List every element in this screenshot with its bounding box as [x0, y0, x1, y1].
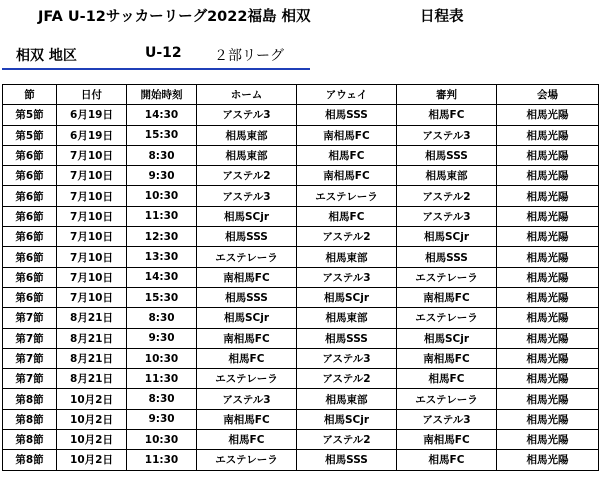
venue-cell: 相馬光陽	[497, 409, 599, 429]
home-team-cell: 南相馬FC	[197, 409, 297, 429]
referee-cell: 相馬SCjr	[397, 227, 497, 247]
table-row	[3, 389, 599, 409]
referee-cell: エステレーラ	[397, 308, 497, 328]
category-label: U-12	[145, 45, 182, 61]
start-time-cell: 8:30	[127, 145, 197, 165]
venue-cell: 相馬光陽	[497, 287, 599, 307]
round-cell: 第5節	[3, 105, 57, 125]
start-time-cell: 12:30	[127, 227, 197, 247]
table-row	[3, 308, 599, 328]
round-cell: 第8節	[3, 430, 57, 450]
start-time-cell: 11:30	[127, 450, 197, 470]
date-cell: 10月2日	[57, 409, 127, 429]
referee-cell: 南相馬FC	[397, 287, 497, 307]
date-cell: 7月10日	[57, 186, 127, 206]
away-team-cell: 相馬東部	[297, 308, 397, 328]
venue-cell: 相馬光陽	[497, 328, 599, 348]
home-team-cell: アステル3	[197, 389, 297, 409]
start-time-cell: 15:30	[127, 287, 197, 307]
table-row	[3, 348, 599, 368]
round-cell: 第7節	[3, 308, 57, 328]
column-header-date: 日付	[57, 85, 127, 105]
away-team-cell: 相馬SSS	[297, 328, 397, 348]
table-row	[3, 430, 599, 450]
round-cell: 第6節	[3, 227, 57, 247]
table-row	[3, 166, 599, 186]
round-cell: 第7節	[3, 369, 57, 389]
home-team-cell: 南相馬FC	[197, 328, 297, 348]
home-team-cell: アステル3	[197, 186, 297, 206]
table-row	[3, 145, 599, 165]
date-cell: 8月21日	[57, 348, 127, 368]
table-row	[3, 186, 599, 206]
home-team-cell: エステレーラ	[197, 247, 297, 267]
date-cell: 10月2日	[57, 430, 127, 450]
schedule-table	[2, 84, 599, 471]
referee-cell: 相馬FC	[397, 450, 497, 470]
table-row	[3, 105, 599, 125]
round-cell: 第8節	[3, 450, 57, 470]
column-header-home: ホーム	[197, 85, 297, 105]
date-cell: 7月10日	[57, 227, 127, 247]
home-team-cell: エステレーラ	[197, 450, 297, 470]
column-header-venue: 会場	[497, 85, 599, 105]
referee-cell: 相馬FC	[397, 369, 497, 389]
home-team-cell: アステル2	[197, 166, 297, 186]
away-team-cell: 南相馬FC	[297, 125, 397, 145]
column-header-away: アウェイ	[297, 85, 397, 105]
round-cell: 第6節	[3, 267, 57, 287]
start-time-cell: 11:30	[127, 206, 197, 226]
referee-cell: 相馬東部	[397, 166, 497, 186]
referee-cell: 相馬SSS	[397, 145, 497, 165]
table-row	[3, 328, 599, 348]
venue-cell: 相馬光陽	[497, 166, 599, 186]
venue-cell: 相馬光陽	[497, 348, 599, 368]
start-time-cell: 14:30	[127, 105, 197, 125]
away-team-cell: 相馬FC	[297, 206, 397, 226]
table-row	[3, 287, 599, 307]
venue-cell: 相馬光陽	[497, 308, 599, 328]
round-cell: 第7節	[3, 328, 57, 348]
referee-cell: アステル2	[397, 186, 497, 206]
date-cell: 8月21日	[57, 308, 127, 328]
start-time-cell: 10:30	[127, 186, 197, 206]
home-team-cell: アステル3	[197, 105, 297, 125]
away-team-cell: 南相馬FC	[297, 166, 397, 186]
header-underline	[2, 68, 310, 70]
division-label: ２部リーグ	[214, 48, 284, 64]
away-team-cell: 相馬東部	[297, 389, 397, 409]
start-time-cell: 13:30	[127, 247, 197, 267]
table-row	[3, 125, 599, 145]
home-team-cell: 相馬SCjr	[197, 308, 297, 328]
round-cell: 第8節	[3, 409, 57, 429]
date-cell: 10月2日	[57, 389, 127, 409]
start-time-cell: 9:30	[127, 328, 197, 348]
referee-cell: 南相馬FC	[397, 348, 497, 368]
title-row	[0, 5, 600, 27]
round-cell: 第7節	[3, 348, 57, 368]
home-team-cell: 相馬FC	[197, 430, 297, 450]
page-title: JFA U-12サッカーリーグ2022福島 相双	[38, 9, 311, 25]
venue-cell: 相馬光陽	[497, 267, 599, 287]
date-cell: 7月10日	[57, 247, 127, 267]
venue-cell: 相馬光陽	[497, 145, 599, 165]
referee-cell: アステル3	[397, 409, 497, 429]
round-cell: 第8節	[3, 389, 57, 409]
home-team-cell: 相馬SCjr	[197, 206, 297, 226]
venue-cell: 相馬光陽	[497, 206, 599, 226]
home-team-cell: 相馬SSS	[197, 287, 297, 307]
table-row	[3, 450, 599, 470]
table-row	[3, 369, 599, 389]
away-team-cell: 相馬SCjr	[297, 287, 397, 307]
venue-cell: 相馬光陽	[497, 369, 599, 389]
start-time-cell: 9:30	[127, 409, 197, 429]
column-header-round: 節	[3, 85, 57, 105]
away-team-cell: 相馬東部	[297, 247, 397, 267]
venue-cell: 相馬光陽	[497, 389, 599, 409]
referee-cell: エステレーラ	[397, 389, 497, 409]
table-row	[3, 227, 599, 247]
round-cell: 第6節	[3, 287, 57, 307]
venue-cell: 相馬光陽	[497, 125, 599, 145]
table-row	[3, 267, 599, 287]
date-cell: 7月10日	[57, 145, 127, 165]
start-time-cell: 14:30	[127, 267, 197, 287]
referee-cell: 相馬FC	[397, 105, 497, 125]
referee-cell: エステレーラ	[397, 267, 497, 287]
home-team-cell: 南相馬FC	[197, 267, 297, 287]
date-cell: 6月19日	[57, 105, 127, 125]
away-team-cell: アステル3	[297, 267, 397, 287]
referee-cell: 南相馬FC	[397, 430, 497, 450]
table-row	[3, 206, 599, 226]
venue-cell: 相馬光陽	[497, 105, 599, 125]
away-team-cell: アステル2	[297, 227, 397, 247]
date-cell: 7月10日	[57, 166, 127, 186]
date-cell: 8月21日	[57, 328, 127, 348]
date-cell: 7月10日	[57, 206, 127, 226]
away-team-cell: 相馬FC	[297, 145, 397, 165]
away-team-cell: エステレーラ	[297, 186, 397, 206]
round-cell: 第5節	[3, 125, 57, 145]
start-time-cell: 8:30	[127, 308, 197, 328]
start-time-cell: 8:30	[127, 389, 197, 409]
away-team-cell: 相馬SSS	[297, 450, 397, 470]
table-header-row	[3, 85, 599, 105]
round-cell: 第6節	[3, 247, 57, 267]
table-row	[3, 247, 599, 267]
date-cell: 7月10日	[57, 287, 127, 307]
venue-cell: 相馬光陽	[497, 450, 599, 470]
date-cell: 10月2日	[57, 450, 127, 470]
page-subtitle: 日程表	[420, 9, 464, 25]
away-team-cell: アステル2	[297, 369, 397, 389]
home-team-cell: エステレーラ	[197, 369, 297, 389]
referee-cell: アステル3	[397, 206, 497, 226]
referee-cell: 相馬SCjr	[397, 328, 497, 348]
venue-cell: 相馬光陽	[497, 430, 599, 450]
start-time-cell: 15:30	[127, 125, 197, 145]
away-team-cell: アステル3	[297, 348, 397, 368]
date-cell: 6月19日	[57, 125, 127, 145]
start-time-cell: 10:30	[127, 430, 197, 450]
away-team-cell: 相馬SCjr	[297, 409, 397, 429]
home-team-cell: 相馬FC	[197, 348, 297, 368]
venue-cell: 相馬光陽	[497, 247, 599, 267]
date-cell: 7月10日	[57, 267, 127, 287]
venue-cell: 相馬光陽	[497, 227, 599, 247]
venue-cell: 相馬光陽	[497, 186, 599, 206]
round-cell: 第6節	[3, 166, 57, 186]
away-team-cell: アステル2	[297, 430, 397, 450]
home-team-cell: 相馬東部	[197, 145, 297, 165]
referee-cell: アステル3	[397, 125, 497, 145]
home-team-cell: 相馬SSS	[197, 227, 297, 247]
start-time-cell: 9:30	[127, 166, 197, 186]
region-label: 相双 地区	[16, 48, 77, 64]
away-team-cell: 相馬SSS	[297, 105, 397, 125]
referee-cell: 相馬SSS	[397, 247, 497, 267]
date-cell: 8月21日	[57, 369, 127, 389]
start-time-cell: 11:30	[127, 369, 197, 389]
round-cell: 第6節	[3, 206, 57, 226]
round-cell: 第6節	[3, 145, 57, 165]
home-team-cell: 相馬東部	[197, 125, 297, 145]
league-info	[0, 45, 320, 65]
table-row	[3, 409, 599, 429]
column-header-referee: 審判	[397, 85, 497, 105]
start-time-cell: 10:30	[127, 348, 197, 368]
column-header-start-time: 開始時刻	[127, 85, 197, 105]
round-cell: 第6節	[3, 186, 57, 206]
